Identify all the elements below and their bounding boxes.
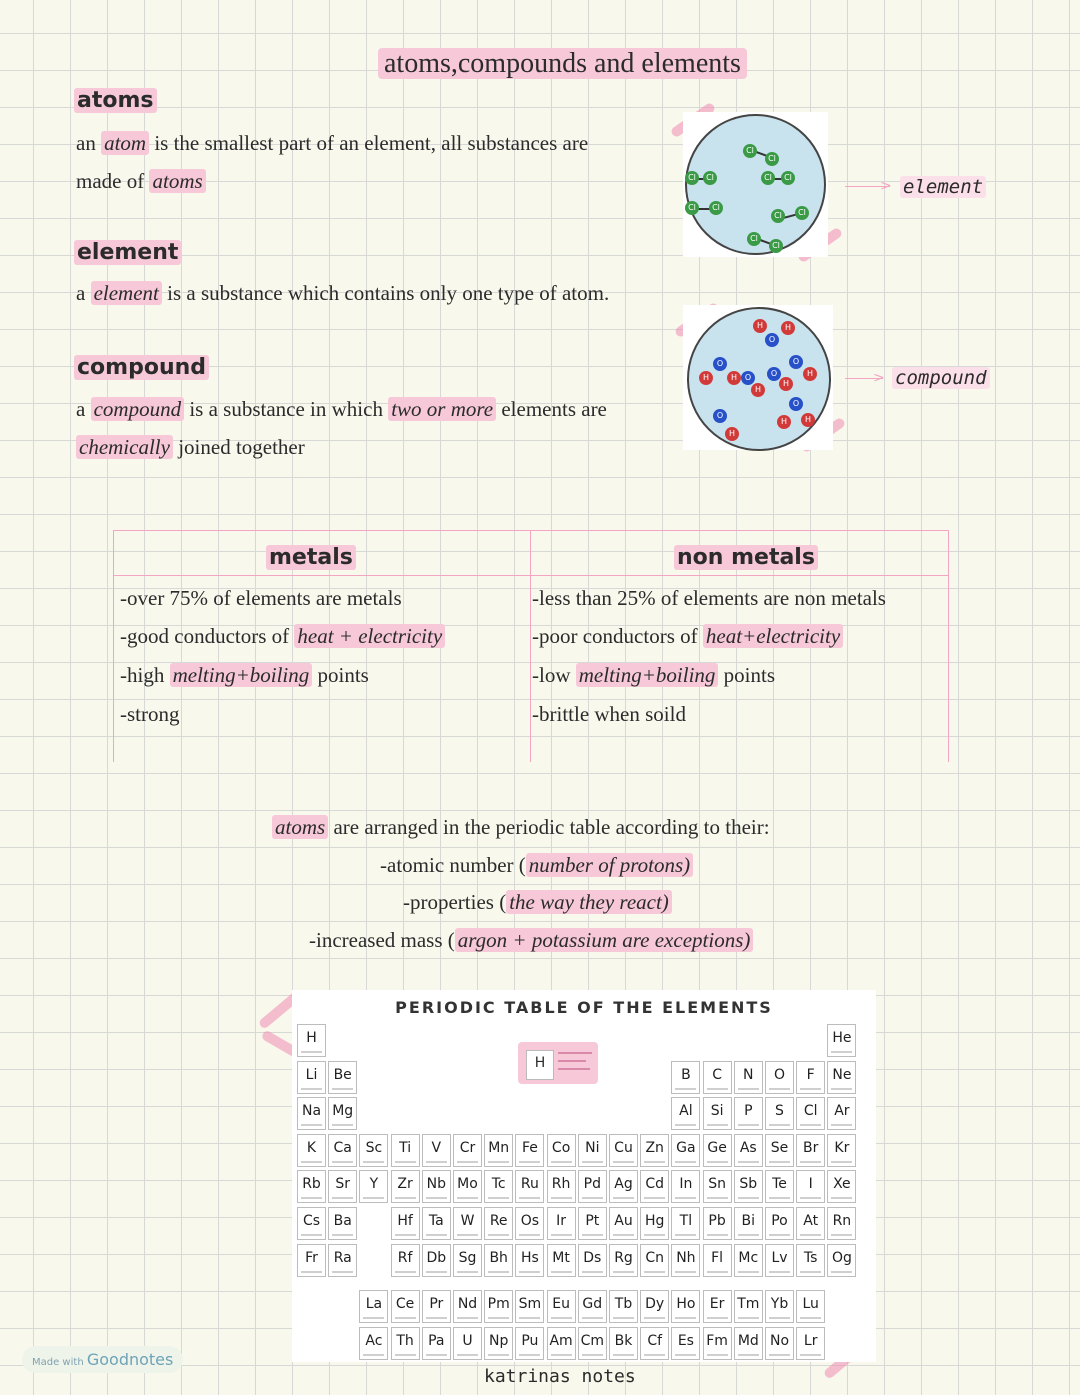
element-cell-te: Te <box>765 1170 794 1203</box>
non-metals-item: -less than 25% of elements are non metals <box>532 586 886 610</box>
element-cell-nb: Nb <box>422 1170 451 1203</box>
element-cell-ru: Ru <box>515 1170 544 1203</box>
element-cell-sb: Sb <box>734 1170 763 1203</box>
element-cell-lr: Lr <box>796 1327 825 1360</box>
element-cell-zn: Zn <box>640 1134 669 1167</box>
element-cell-rb: Rb <box>297 1170 326 1203</box>
element-cell-ac: Ac <box>359 1327 388 1360</box>
element-cell-nh: Nh <box>671 1244 700 1277</box>
element-cell-ca: Ca <box>328 1134 357 1167</box>
element-cell-mt: Mt <box>547 1244 576 1277</box>
element-cell-au: Au <box>609 1207 638 1240</box>
element-cell-w: W <box>453 1207 482 1240</box>
non-metals-item: -brittle when soild <box>532 702 686 726</box>
element-cell-la: La <box>359 1290 388 1323</box>
element-cell-db: Db <box>422 1244 451 1277</box>
element-definition: a element is a substance which contains only one type of atom. <box>76 281 610 305</box>
element-heading: element <box>74 240 181 265</box>
page-title: atoms,compounds and elements <box>378 48 747 80</box>
goodnotes-badge[interactable]: Made with Goodnotes <box>22 1346 183 1373</box>
metals-item: -over 75% of elements are metals <box>120 586 402 610</box>
element-cell-ir: Ir <box>547 1207 576 1240</box>
element-cell-pm: Pm <box>484 1290 513 1323</box>
element-cell-mo: Mo <box>453 1170 482 1203</box>
element-cell-na: Na <box>297 1097 326 1130</box>
element-cell-c: C <box>703 1061 732 1094</box>
element-cell-fl: Fl <box>703 1244 732 1277</box>
element-cell-sm: Sm <box>515 1290 544 1323</box>
element-cell-hf: Hf <box>391 1207 420 1240</box>
element-cell-og: Og <box>827 1244 856 1277</box>
element-cell-o: O <box>765 1061 794 1094</box>
element-cell-cd: Cd <box>640 1170 669 1203</box>
element-cell-ce: Ce <box>391 1290 420 1323</box>
element-cell-cl: Cl <box>796 1097 825 1130</box>
element-cell-bi: Bi <box>734 1207 763 1240</box>
element-cell-he: He <box>827 1024 856 1057</box>
element-cell-ds: Ds <box>578 1244 607 1277</box>
element-cell-fm: Fm <box>703 1327 732 1360</box>
element-cell-fe: Fe <box>515 1134 544 1167</box>
element-cell-br: Br <box>796 1134 825 1167</box>
element-cell-ta: Ta <box>422 1207 451 1240</box>
table-header-border <box>113 575 948 576</box>
element-key-symbol: H <box>526 1050 554 1080</box>
metals-heading: metals <box>266 545 356 570</box>
element-cell-ge: Ge <box>703 1134 732 1167</box>
element-cell-ba: Ba <box>328 1207 357 1240</box>
element-cell-rg: Rg <box>609 1244 638 1277</box>
atoms-heading: atoms <box>74 88 157 113</box>
element-cell-pu: Pu <box>515 1327 544 1360</box>
element-cell-mg: Mg <box>328 1097 357 1130</box>
element-label: element <box>900 176 986 198</box>
element-cell-tl: Tl <box>671 1207 700 1240</box>
element-cell-be: Be <box>328 1061 357 1094</box>
element-cell-si: Si <box>703 1097 732 1130</box>
element-cell-zr: Zr <box>391 1170 420 1203</box>
element-cell-b: B <box>671 1061 700 1094</box>
element-cell-ni: Ni <box>578 1134 607 1167</box>
element-cell-sg: Sg <box>453 1244 482 1277</box>
element-cell-lv: Lv <box>765 1244 794 1277</box>
periodic-criterion: -atomic number ( number of protons) <box>380 853 693 878</box>
element-cell-f: F <box>796 1061 825 1094</box>
table-divider <box>530 530 531 762</box>
element-cell-ag: Ag <box>609 1170 638 1203</box>
element-cell-pr: Pr <box>422 1290 451 1323</box>
element-cell-tm: Tm <box>734 1290 763 1323</box>
periodic-criterion: -properties ( the way they react) <box>403 890 672 915</box>
arrow-right-icon: > <box>880 178 892 194</box>
element-cell-er: Er <box>703 1290 732 1323</box>
compound-definition-line1: a compound is a substance in which two or more elements are <box>76 397 607 421</box>
element-cell-fr: Fr <box>297 1244 326 1277</box>
element-cell-bh: Bh <box>484 1244 513 1277</box>
periodic-table <box>292 990 876 1362</box>
element-cell-at: At <box>796 1207 825 1240</box>
element-cell-lu: Lu <box>796 1290 825 1323</box>
table-right-border <box>948 530 949 762</box>
element-cell-dy: Dy <box>640 1290 669 1323</box>
element-cell-cn: Cn <box>640 1244 669 1277</box>
element-cell-yb: Yb <box>765 1290 794 1323</box>
element-cell-li: Li <box>297 1061 326 1094</box>
compound-diagram: H H O O H H O H O H O H O H O H H <box>683 305 833 450</box>
signature: katrinas notes <box>484 1366 636 1387</box>
element-cell-pd: Pd <box>578 1170 607 1203</box>
element-cell-sn: Sn <box>703 1170 732 1203</box>
element-cell-rn: Rn <box>827 1207 856 1240</box>
element-cell-ra: Ra <box>328 1244 357 1277</box>
metals-item: -good conductors of heat + electricity <box>120 624 445 649</box>
element-cell-np: Np <box>484 1327 513 1360</box>
element-cell-in: In <box>671 1170 700 1203</box>
element-cell-po: Po <box>765 1207 794 1240</box>
element-cell-ts: Ts <box>796 1244 825 1277</box>
element-cell-ga: Ga <box>671 1134 700 1167</box>
element-cell-y: Y <box>359 1170 388 1203</box>
element-cell-k: K <box>297 1134 326 1167</box>
element-cell-mc: Mc <box>734 1244 763 1277</box>
element-cell-v: V <box>422 1134 451 1167</box>
element-cell-cu: Cu <box>609 1134 638 1167</box>
non-metals-item: -low melting+boiling points <box>532 663 776 687</box>
element-cell-kr: Kr <box>827 1134 856 1167</box>
element-cell-tb: Tb <box>609 1290 638 1323</box>
element-cell-n: N <box>734 1061 763 1094</box>
element-cell-se: Se <box>765 1134 794 1167</box>
element-cell-pa: Pa <box>422 1327 451 1360</box>
element-cell-u: U <box>453 1327 482 1360</box>
element-cell-rh: Rh <box>547 1170 576 1203</box>
element-cell-co: Co <box>547 1134 576 1167</box>
element-cell-pt: Pt <box>578 1207 607 1240</box>
element-cell-hs: Hs <box>515 1244 544 1277</box>
element-cell-os: Os <box>515 1207 544 1240</box>
table-left-border <box>113 530 114 762</box>
element-cell-th: Th <box>391 1327 420 1360</box>
element-cell-ho: Ho <box>671 1290 700 1323</box>
atoms-definition-line1: an atom is the smallest part of an element, all substances are <box>76 131 589 155</box>
element-cell-re: Re <box>484 1207 513 1240</box>
element-cell-am: Am <box>547 1327 576 1360</box>
element-cell-bk: Bk <box>609 1327 638 1360</box>
element-cell-sc: Sc <box>359 1134 388 1167</box>
element-cell-ar: Ar <box>827 1097 856 1130</box>
element-cell-ti: Ti <box>391 1134 420 1167</box>
element-cell-hg: Hg <box>640 1207 669 1240</box>
metals-item: -strong <box>120 702 180 726</box>
element-cell-tc: Tc <box>484 1170 513 1203</box>
element-cell-pb: Pb <box>703 1207 732 1240</box>
element-cell-sr: Sr <box>328 1170 357 1203</box>
element-cell-rf: Rf <box>391 1244 420 1277</box>
element-cell-xe: Xe <box>827 1170 856 1203</box>
element-cell-s: S <box>765 1097 794 1130</box>
element-cell-p: P <box>734 1097 763 1130</box>
compound-definition-line2: chemically joined together <box>76 435 305 460</box>
element-cell-cr: Cr <box>453 1134 482 1167</box>
non-metals-heading: non metals <box>674 545 818 570</box>
periodic-table-title: PERIODIC TABLE OF THE ELEMENTS <box>395 998 773 1017</box>
element-cell-h: H <box>297 1024 326 1057</box>
element-cell-i: I <box>796 1170 825 1203</box>
element-cell-eu: Eu <box>547 1290 576 1323</box>
non-metals-item: -poor conductors of heat+electricity <box>532 624 843 649</box>
element-key <box>518 1042 598 1084</box>
compound-heading: compound <box>74 355 209 380</box>
element-cell-md: Md <box>734 1327 763 1360</box>
element-cell-cf: Cf <box>640 1327 669 1360</box>
periodic-intro: atoms are arranged in the periodic table according to their: <box>272 815 770 840</box>
arrow-right-icon: > <box>873 370 885 386</box>
element-cell-mn: Mn <box>484 1134 513 1167</box>
element-cell-as: As <box>734 1134 763 1167</box>
element-cell-no: No <box>765 1327 794 1360</box>
element-cell-es: Es <box>671 1327 700 1360</box>
element-cell-al: Al <box>671 1097 700 1130</box>
element-diagram: Cl Cl Cl Cl Cl Cl Cl Cl Cl Cl Cl Cl <box>683 112 828 257</box>
periodic-criterion: -increased mass ( argon + potassium are exceptions) <box>309 928 753 953</box>
metals-item: -high melting+boiling points <box>120 663 369 687</box>
atoms-definition-line2: made of atoms <box>76 169 206 194</box>
element-cell-cs: Cs <box>297 1207 326 1240</box>
element-cell-ne: Ne <box>827 1061 856 1094</box>
element-cell-nd: Nd <box>453 1290 482 1323</box>
element-cell-gd: Gd <box>578 1290 607 1323</box>
compound-label: compound <box>892 367 990 389</box>
element-cell-cm: Cm <box>578 1327 607 1360</box>
